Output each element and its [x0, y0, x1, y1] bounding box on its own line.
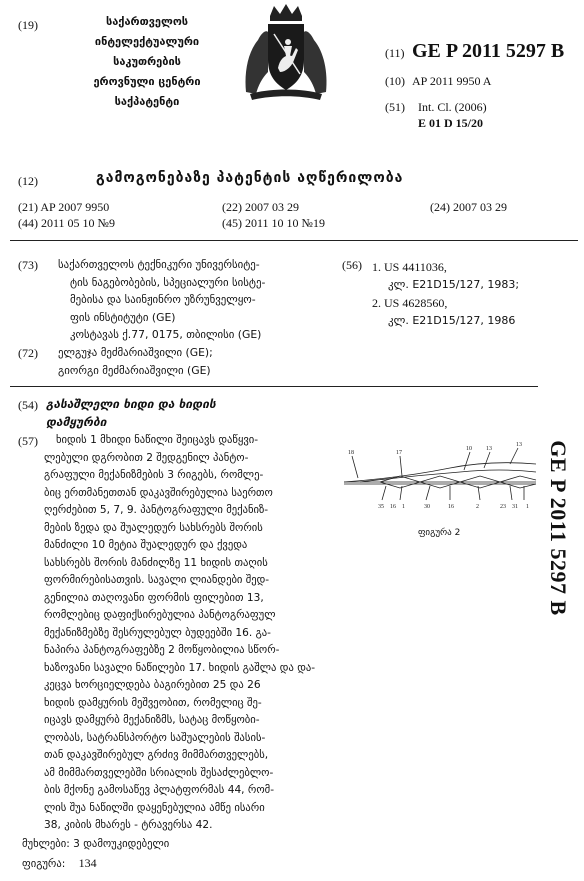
inventors	[58, 344, 213, 380]
abstract-line: გენილია თაღოვანი ფორმის ფილებით 13,	[44, 591, 264, 604]
reference-number: 1. US 4411036,	[372, 260, 447, 274]
inid-code-72: (72)	[18, 346, 38, 360]
office-line: ეროვნული ცენტრი	[93, 75, 201, 88]
figure-callout: 35	[378, 504, 384, 510]
patent-office-name	[72, 12, 222, 112]
inid-45-grant-date: (45) 2011 10 10 №19	[222, 216, 325, 230]
inid-code-19: (19)	[18, 18, 38, 32]
abstract-line: ლებული დგრობით 2 შედგენილ პანტო-	[44, 451, 249, 464]
office-line: ინტელექტუალური	[94, 35, 200, 48]
inid-code-51: (51)	[385, 100, 405, 114]
abstract-line: სახსრებს შორის მანძილზე 11 ხიდის თაღის	[44, 556, 268, 569]
invention-title-line: გასაშლელი ხიდი და ხიდის	[46, 397, 216, 411]
figures-number: 134	[78, 856, 97, 870]
inid-code-10: (10)	[385, 74, 405, 88]
owner-line: ფის ინსტიტუტი (GE)	[70, 310, 176, 324]
figure-callout: 18	[348, 450, 354, 456]
office-line: საქპატენტი	[114, 95, 180, 108]
inid-24-effective-date: (24) 2007 03 29	[430, 200, 507, 214]
abstract-line: გრაფული მექანიზმების 3 რიგებს, რომლე-	[44, 469, 264, 481]
patent-owner	[58, 256, 348, 344]
figures-label: ფიგურა:	[22, 858, 66, 870]
claims-count: მუხლები: 3 დამოუკიდებელი	[22, 838, 170, 850]
side-publication-number	[538, 378, 578, 678]
reference-class: კლ. E21D15/127, 1983;	[388, 278, 520, 291]
inid-code-11: (11)	[385, 46, 405, 60]
abstract-line: მანძილი 10 მეტია შუალედურ და ქვედა	[44, 539, 248, 551]
invention-title-line: დამყურბი	[46, 415, 107, 429]
inventor-line: გიორგი მეძმარიაშვილი (GE)	[58, 364, 211, 377]
inid-code-54: (54)	[18, 398, 38, 412]
abstract-line: ხიდის დამყურის მეშვეობით, რომელიც შე-	[44, 696, 262, 709]
inid-21-application-number: (21) AP 2007 9950	[18, 200, 110, 214]
figure-callout: 30	[424, 504, 430, 510]
figure-callout: 16	[448, 504, 454, 510]
abstract-line: მების ზედა და შუალედურ სახსრებს შორის	[44, 521, 263, 534]
bridge-figure-drawing	[340, 438, 540, 518]
int-cl-label: Int. Cl. (2006)	[418, 100, 487, 114]
abstract-line: ხაზოვანი სავალი ნაწილები 17. ხიდის გაშლა და და-	[44, 661, 316, 674]
figure-callout: 1	[526, 504, 529, 510]
inid-code-73: (73)	[18, 258, 38, 272]
figure-callout: 16	[390, 504, 396, 510]
figure-callout: 13	[516, 442, 522, 448]
figure-callout: 17	[396, 450, 402, 456]
abstract-line: ხიდის 1 მხიდი ნაწილი შეიცავს დაწყვი-	[56, 434, 259, 446]
figure-callout: 23	[500, 504, 506, 510]
figure-callout: 1	[402, 504, 405, 510]
abstract-line: ბიც ერთმანეთთან დაკავშირებულია საერთო	[44, 486, 273, 499]
publication-number: GE P 2011 5297 B	[412, 40, 565, 62]
abstract-line: ლობას, სატრანსპორტო საშუალების შასის-	[44, 731, 266, 744]
inid-code-12: (12)	[18, 174, 38, 188]
cited-references	[372, 258, 519, 330]
reference-number: 2. US 4628560,	[372, 296, 448, 310]
figure-callout: 2	[476, 504, 479, 510]
abstract-line: მექანიზმებზე შესრულებულ ბუდეებში 16. გა-	[44, 626, 272, 639]
abstract-line: ფორმირებისათვის. სავალი ლიანდები შედ-	[44, 574, 270, 586]
figures-count	[22, 856, 97, 871]
inid-44-publication-date: (44) 2011 05 10 №9	[18, 216, 115, 230]
abstract-line: რომლებიც დაფიქსირებულია პანტოგრაფულ	[44, 609, 276, 621]
owner-line: ტის ნაგებობების, სპეციალური სისტე-	[70, 275, 266, 289]
office-line: საკუთრების	[113, 55, 181, 68]
invention-title	[46, 395, 216, 431]
reference-class: კლ. E21D15/127, 1986	[388, 314, 516, 327]
abstract-line: თან დაკავშირებულ გრძივ მიმმართველებს,	[44, 749, 269, 761]
section-divider	[10, 240, 578, 241]
figure-callout: 31	[512, 504, 518, 510]
abstract-line: ბის მქონე გამოსაწევ პლატფორმას 44, რომ-	[44, 784, 275, 796]
figure-caption: ფიგურა 2	[418, 528, 461, 538]
inid-code-56: (56)	[342, 258, 362, 272]
owner-line: მებისა და საინჟინრო უზრუნველყო-	[70, 293, 256, 306]
abstract-line: ღერძებით 5, 7, 9. პანტოგრაფული მექანიზ-	[44, 504, 269, 516]
document-type-title: გამოგონებაზე პატენტის აღწერილობა	[96, 170, 404, 186]
coat-of-arms-emblem	[240, 2, 332, 102]
abstract-line: ამ მიმმართველებში სრიალის შესაძლებლო-	[44, 766, 274, 779]
ipc-classification: E 01 D 15/20	[418, 116, 484, 130]
abstract-line: ნაპირა პანტოგრაფებზე 2 მოწყობილია სწორ-	[44, 644, 280, 656]
abstract-line: 38, კიბის მხარეს - ტრავერსა 42.	[44, 819, 213, 831]
section-divider	[10, 386, 538, 387]
office-line: საქართველოს	[105, 15, 189, 28]
abstract-line: ლის შუა ნაწილში დაყენებულია ამწე ისარი	[44, 801, 265, 814]
abstract-line: კეცვა ხორციელდება ბაგირებით 25 და 26	[44, 679, 261, 691]
owner-address: კოსტავას ქ.77, 0175, თბილისი (GE)	[70, 328, 262, 341]
figure-callout: 13	[486, 446, 492, 452]
inid-22-filing-date: (22) 2007 03 29	[222, 200, 299, 214]
application-reference: AP 2011 9950 A	[412, 74, 492, 88]
inid-code-57: (57)	[18, 434, 38, 448]
figure-callout: 10	[466, 446, 472, 452]
abstract-line: იცავს დამყურბ მექანიზმს, სატაც მოწყობი-	[44, 714, 260, 726]
owner-line: საქართველოს ტექნიკური უნივერსიტე-	[58, 258, 260, 271]
inventor-line: ელგუჯა მეძმარიაშვილი (GE);	[58, 346, 213, 359]
side-publication-number-text: GE P 2011 5297 B	[546, 440, 571, 616]
